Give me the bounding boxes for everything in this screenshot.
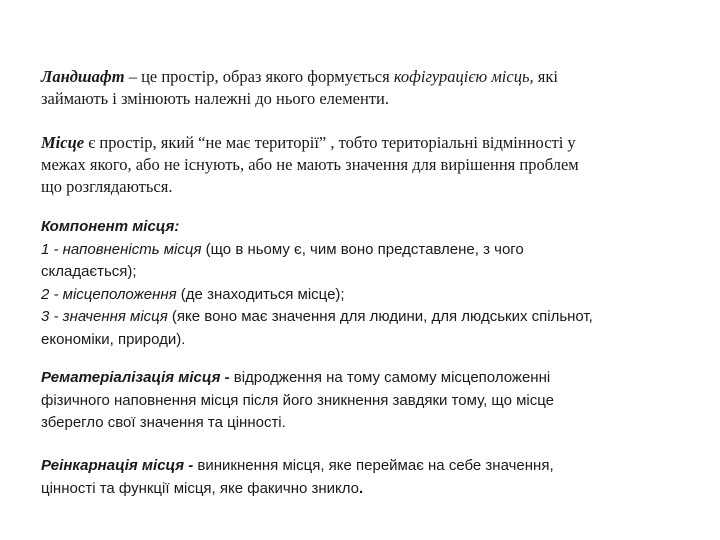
reincarnation-line-2 bbox=[41, 478, 681, 501]
rematerialization-text: відродження на тому самому місцеположенні bbox=[229, 369, 551, 386]
component-2-text: (де знаходиться місце); bbox=[176, 285, 345, 303]
component-3-label: 3 - значення місця bbox=[41, 308, 168, 325]
component-1-text: (що в ньому є, чим воно представлене, з чого bbox=[201, 240, 524, 258]
place-components bbox=[41, 216, 681, 351]
component-item-1 bbox=[41, 239, 681, 262]
reincarnation-text: виникнення місця, яке переймає на себе значення, bbox=[193, 457, 554, 474]
component-item-3-cont: економіки, природи). bbox=[41, 330, 186, 348]
component-item-2 bbox=[41, 284, 681, 307]
reincarnation-final-dot: . bbox=[359, 479, 364, 497]
rematerialization-line-2: фізичного наповнення місця після його зникнення завдяки тому, що місце bbox=[41, 391, 555, 409]
reincarnation-definition bbox=[41, 455, 681, 500]
reincarnation-text-2: цінності та функції місця, яке факично зникло bbox=[41, 479, 360, 497]
place-line-3: що розглядаються. bbox=[41, 177, 173, 196]
component-item-3 bbox=[41, 306, 681, 329]
components-heading: Компонент місця: bbox=[41, 218, 180, 235]
component-item-1-cont: складається); bbox=[41, 263, 137, 280]
reincarnation-line-1 bbox=[41, 455, 681, 478]
rematerialization-term: Рематеріалізація місця - bbox=[41, 369, 230, 386]
component-2-label: 2 - місцеположення bbox=[41, 285, 177, 303]
place-line-2: межах якого, або не існують, або не мають значення для вирішення проблем bbox=[41, 155, 579, 174]
landscape-text: – це простір, образ якого формується bbox=[124, 67, 394, 86]
landscape-term: Ландшафт bbox=[41, 67, 125, 86]
rematerialization-line-3: зберегло свої значення та цінності. bbox=[41, 414, 286, 431]
places-configuration-italic: кофігурацією місць, bbox=[393, 67, 534, 86]
landscape-line-2: займають і змінюють належні до нього елементи. bbox=[41, 89, 389, 108]
landscape-text-end: які bbox=[533, 67, 558, 86]
place-term: Місце bbox=[41, 133, 85, 152]
place-line-1 bbox=[41, 132, 681, 154]
reincarnation-term: Реінкарнація місця - bbox=[41, 457, 194, 474]
component-3-text: (яке воно має значення для людини, для людських спільнот, bbox=[167, 308, 593, 325]
place-definition bbox=[41, 132, 681, 198]
rematerialization-line-1 bbox=[41, 367, 681, 390]
landscape-definition bbox=[41, 66, 681, 110]
rematerialization-definition bbox=[41, 367, 681, 435]
place-text: є простір, який “не має території” , тобто територіальні відмінності у bbox=[84, 133, 576, 152]
landscape-line-1 bbox=[41, 66, 681, 88]
component-1-label: 1 - наповненість місця bbox=[41, 240, 202, 258]
